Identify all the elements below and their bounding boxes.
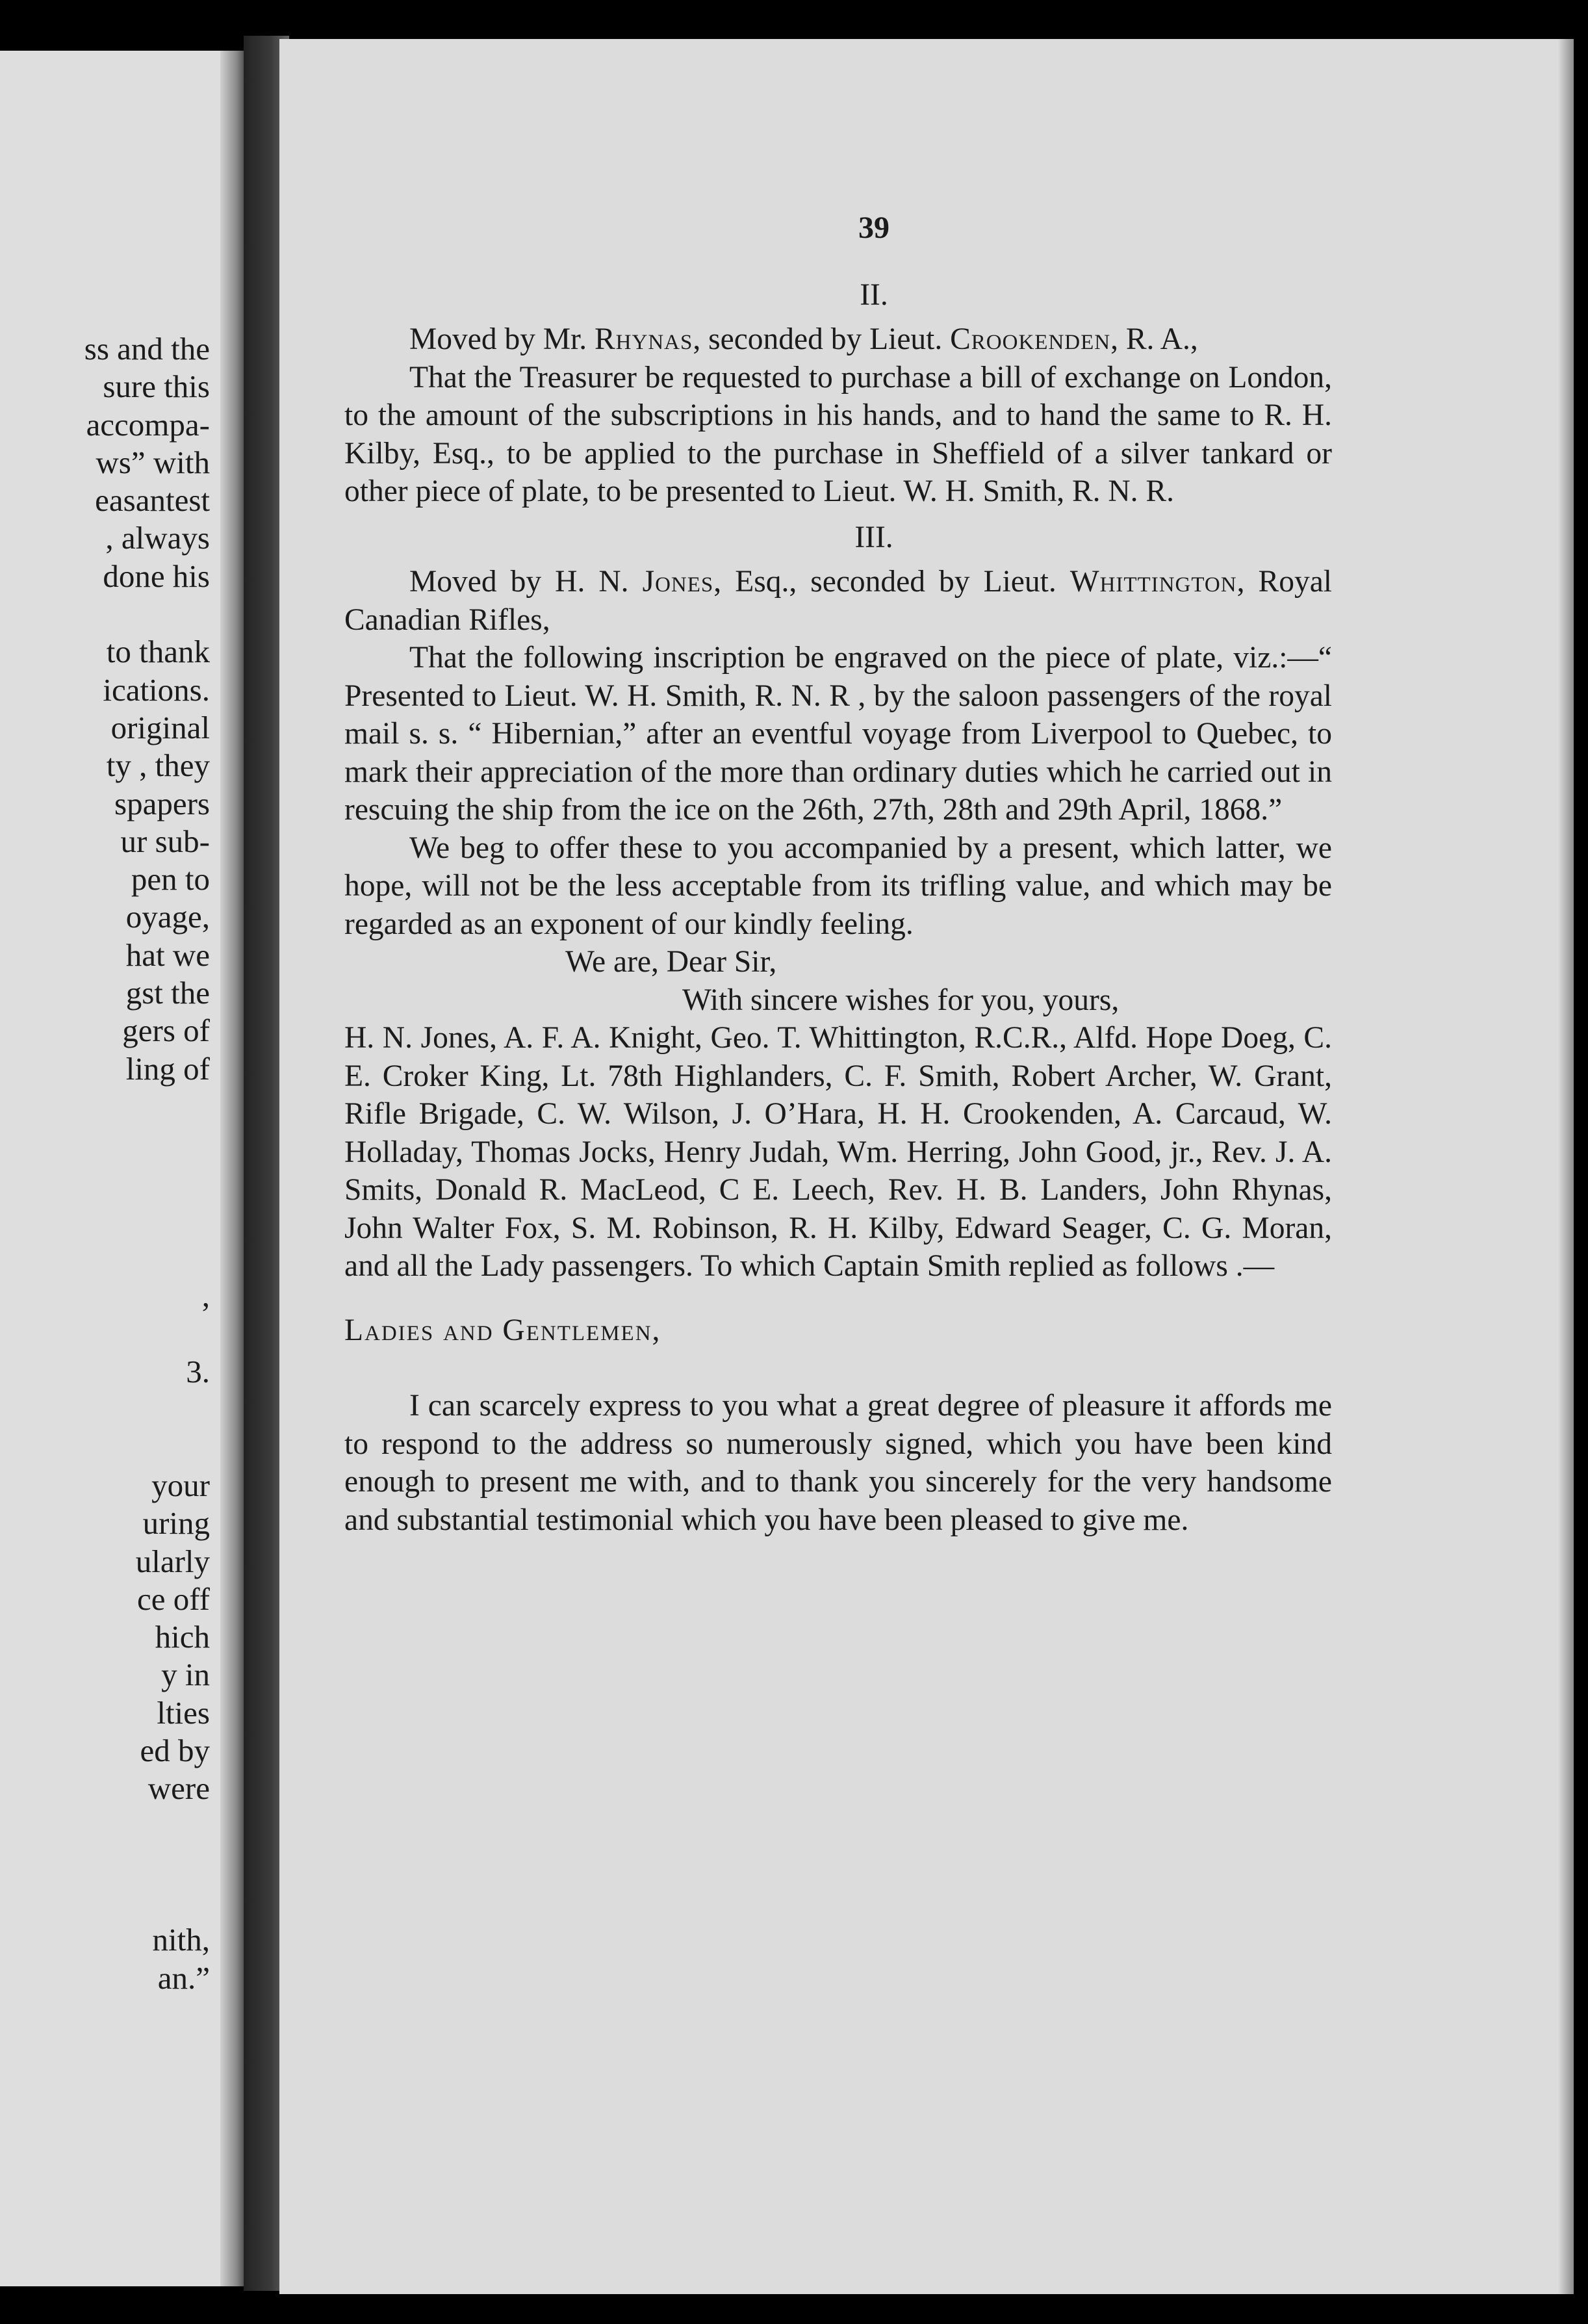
left-page-line: hat we [125, 936, 210, 973]
left-page-text [84, 330, 210, 1997]
left-page-line: original [110, 709, 210, 745]
left-page-line: were [147, 1770, 210, 1807]
left-page-line: ws” with [96, 444, 210, 480]
left-page-line: 3. [186, 1354, 210, 1390]
section-heading-ii: II. [860, 278, 888, 312]
left-page-line [84, 1808, 210, 1846]
left-page-line: spapers [114, 785, 210, 821]
left-page-line: ed by [140, 1732, 210, 1768]
section-heading-iii: III. [854, 520, 893, 554]
left-page-line [84, 1126, 210, 1163]
left-page-line: to thank [106, 634, 210, 670]
left-page-line: accompa- [86, 406, 210, 443]
left-page-line: ling of [125, 1050, 210, 1087]
left-page-line [84, 1239, 210, 1277]
left-page-line: ce off [137, 1581, 210, 1617]
left-page-line [84, 1088, 210, 1126]
left-page-line: oyage, [125, 899, 210, 935]
reply-paragraph: I can scarcely express to you what a great degree of pleasure it affords me to respond to the address so numerously signed, which you have been kind enough to present me with, and to thank you sincerely for the very handsome and substantial testimonial which you have been pleased to give me. [344, 1389, 1332, 1537]
left-page-line [84, 595, 210, 633]
left-page-line: an.” [157, 1959, 210, 1996]
resolution-ii: That the Treasurer be requested to purchase a bill of exchange on London, to the amount of the subscriptions in his hands, and to hand the same to R. H. Kilby, Esq., to be applied to the purchase in Sheffield of a silver tankard or other piece of plate, to be presented to Lieut. W. H. Smith, R. N. R. [344, 360, 1332, 508]
left-page-line: your [151, 1467, 210, 1503]
left-page-line: nith, [152, 1922, 210, 1958]
left-page-line: , [201, 1278, 210, 1314]
left-page-line: ications. [103, 671, 210, 708]
motion-iii: Moved by H. N. Jones, Esq., seconded by Lieut. Whittington, Royal Canadian Rifles, [344, 565, 1332, 637]
left-page-line: pen to [131, 861, 210, 897]
left-page-line: sure this [103, 368, 210, 405]
motion-ii: Moved by Mr. Rhynas, seconded by Lieut. Crookenden, R. A., [409, 322, 1198, 356]
left-page-line: gers of [122, 1013, 210, 1049]
left-page-line: lties [157, 1694, 210, 1731]
left-page-line: done his [103, 558, 210, 594]
page-body [344, 209, 1332, 1539]
left-page-line [84, 1164, 210, 1202]
left-page-line [84, 1846, 210, 1883]
resolution-iii: That the following inscription be engraved on the piece of plate, viz.:—“ Presented to Lieut. W. H. Smith, R. N. R , by the saloon passengers of the royal mail s. s. “ Hibernian,” after an eventful voyage from Liverpool to Quebec, to mark their appreciation of the more than ordinary duties which he carried out in rescuing the ship from the ice on the 26th, 27th, 28th and 29th April, 1868.” [344, 641, 1332, 827]
signatories: H. N. Jones, A. F. A. Knight, Geo. T. Whittington, R.C.R., Alfd. Hope Doeg, C. E. Croker King, Lt. 78th Highlanders, C. F. Smith, Robert Archer, W. Grant, Rifle Brigade, C. W. Wilson, J. O’Hara, H. H. Crookenden, A. Carcaud, W. Holladay, Thomas Jocks, Henry Judah, Wm. Herring, John Good, jr., Rev. J. A. Smits, Donald R. MacLeod, C E. Leech, Rev. H. B. Landers, John Rhynas, John Walter Fox, S. M. Robinson, R. H. Kilby, Edward Seager, C. G. Moran, and all the Lady passengers. To which Captain Smith replied as follows .— [344, 1021, 1332, 1283]
left-page-line: hich [155, 1619, 210, 1655]
left-page-line [84, 1883, 210, 1921]
closing-salutation: We are, Dear Sir, [565, 945, 777, 979]
left-page-line: ur sub- [120, 823, 210, 859]
left-page-line: y in [161, 1657, 210, 1693]
page-number: 39 [858, 211, 890, 245]
left-page-line [84, 1391, 210, 1428]
reply-salutation: Ladies and Gentlemen, [344, 1313, 661, 1347]
left-page-line: gst the [125, 975, 210, 1011]
left-page-line [84, 1429, 210, 1467]
left-page-line [84, 1202, 210, 1239]
offer-paragraph: We beg to offer these to you accompanied by a present, which latter, we hope, will not be the less acceptable from its trifling value, and which may be regarded as an exponent of our kindly feeling. [344, 831, 1332, 941]
closing-wishes: With sincere wishes for you, yours, [682, 983, 1120, 1017]
left-page-fold [220, 51, 244, 2286]
left-page-line: uring [142, 1505, 210, 1542]
left-page-line: ularly [135, 1543, 210, 1579]
left-page-fragment [0, 51, 244, 2286]
left-page-line [84, 1315, 210, 1353]
left-page-line: easantest [95, 482, 210, 519]
right-page-edge [1558, 39, 1574, 2294]
left-page-line: ss and the [84, 331, 210, 367]
left-page-line: , always [105, 520, 210, 556]
right-page [279, 39, 1574, 2294]
left-page-line: ty , they [106, 747, 210, 784]
